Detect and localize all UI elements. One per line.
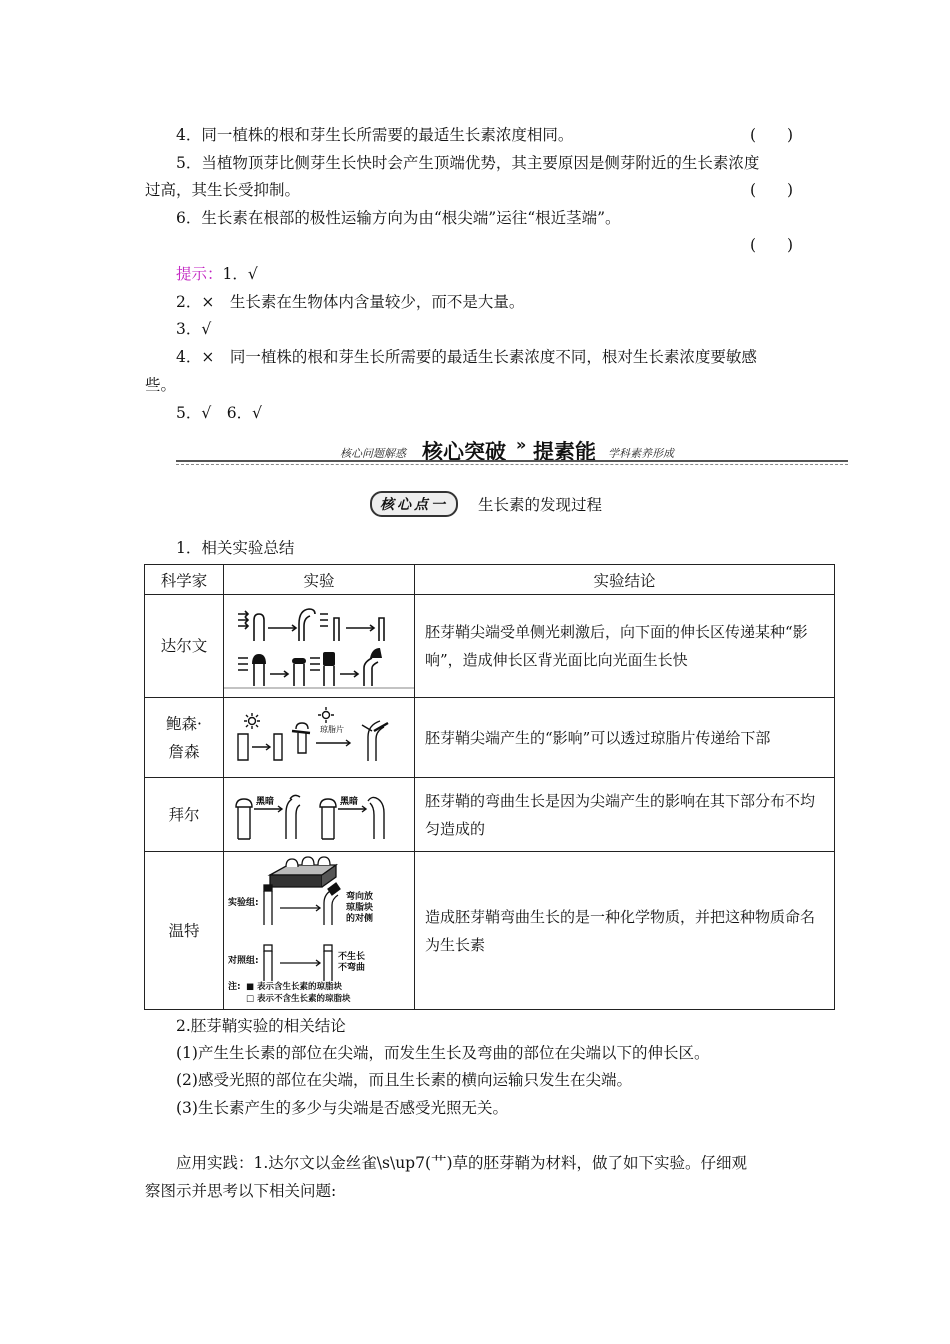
- scientist-paal: 拜尔: [145, 778, 224, 852]
- scientist-darwin: 达尔文: [145, 595, 224, 698]
- dark-label-1: 黑暗: [256, 796, 275, 807]
- paal-experiment-figure: [224, 779, 414, 851]
- figure-boysen-jensen: [224, 698, 415, 778]
- scientist-name-line1: 鲍森·: [166, 714, 202, 733]
- note-line-2: □ 表示不含生长素的琼脂块: [246, 993, 351, 1004]
- banner-title-2: 提素能: [533, 440, 596, 464]
- hint-5-6: 5．√ 6．√: [176, 404, 262, 422]
- item-5-line1: 5．当植物顶芽比侧芽生长快时会产生顶端优势，其主要原因是侧芽附近的生长素浓度: [176, 154, 760, 172]
- banner-rule: [176, 460, 848, 462]
- answer-paren-5: ( ): [750, 181, 794, 199]
- answer-paren-6: ( ): [750, 236, 794, 254]
- note-label: 注:: [228, 981, 241, 992]
- banner-rule-dashed: [176, 464, 848, 465]
- hint-1: 1．√: [222, 265, 258, 283]
- bend-text-3: 的对侧: [346, 913, 374, 924]
- item-6: 6．生长素在根部的极性运输方向为由“根尖端”运往“根近茎端”。: [176, 209, 621, 227]
- bend-text-1: 弯向放: [346, 891, 374, 902]
- banner-title-1: 核心突破: [422, 440, 506, 464]
- key-point-badge: 核心点一: [370, 491, 458, 517]
- table-row-paal: [145, 778, 835, 852]
- figure-paal: [224, 778, 415, 852]
- banner-right-text: 学科素养形成: [608, 447, 674, 460]
- answer-paren-4: ( ): [750, 126, 794, 144]
- darwin-experiment-figure: [224, 596, 414, 696]
- scientist-boysen-jensen: [145, 698, 224, 778]
- figure-went: [224, 852, 415, 1010]
- scientist-name-line2: 詹森: [168, 742, 200, 761]
- table-row-darwin: [145, 595, 835, 698]
- conclusion-darwin: 胚芽鞘尖端受单侧光刺激后，向下面的伸长区传递某种“影响”，造成伸长区背光面比向光面生长快: [415, 595, 835, 698]
- note-line-1: ■ 表示含生长素的琼脂块: [246, 981, 342, 992]
- practice-line-1: 应用实践：1.达尔文以金丝雀\s\up7(艹)草的胚芽鞘为材料，做了如下实验。仔细观: [176, 1154, 748, 1172]
- table-row-boysen-jensen: [145, 698, 835, 778]
- agar-sheet-label: 琼脂片: [320, 724, 344, 734]
- hint-line-1: [176, 262, 258, 284]
- banner-left-text: 核心问题解惑: [340, 447, 406, 460]
- item-4: 4．同一植株的根和芽生长所需要的最适生长素浓度相同。: [176, 126, 574, 144]
- scientist-went: 温特: [145, 852, 224, 1010]
- hint-4-line2: 些。: [145, 376, 177, 394]
- header-conclusion: 实验结论: [415, 565, 835, 595]
- no-grow-text-2: 不弯曲: [338, 962, 366, 973]
- key-point-title: 生长素的发现过程: [478, 496, 603, 514]
- figure-darwin: [224, 595, 415, 698]
- hint-2: 2．× 生长素在生物体内含量较少，而不是大量。: [176, 293, 525, 311]
- hint-4-line1: 4．× 同一植株的根和芽生长所需要的最适生长素浓度不同，根对生长素浓度要敏感: [176, 348, 757, 366]
- bend-text-2: 琼脂块: [346, 902, 374, 913]
- went-experiment-figure: [224, 853, 414, 1009]
- ctrl-group-label: 对照组:: [228, 955, 259, 966]
- experiment-table: [144, 564, 835, 1010]
- boysen-jensen-figure: [224, 699, 414, 777]
- header-scientist: 科学家: [145, 565, 224, 595]
- practice-line-2: 察图示并思考以下相关问题:: [145, 1182, 337, 1200]
- header-experiment: 实验: [224, 565, 415, 595]
- conclusion-item-3: (3)生长素产生的多少与尖端是否感受光照无关。: [176, 1099, 508, 1117]
- hint-3: 3．√: [176, 320, 212, 338]
- item-5-line2: 过高，其生长受抑制。: [145, 181, 301, 199]
- dark-label-2: 黑暗: [340, 796, 359, 807]
- table-row-went: [145, 852, 835, 1010]
- banner-arrow-icon: »: [516, 435, 527, 454]
- exp-group-label: 实验组:: [228, 897, 259, 908]
- conclusion-item-2: (2)感受光照的部位在尖端，而且生长素的横向运输只发生在尖端。: [176, 1071, 632, 1089]
- conclusion-boysen-jensen: 胚芽鞘尖端产生的“影响”可以透过琼脂片传递给下部: [415, 698, 835, 778]
- conclusion-paal: 胚芽鞘的弯曲生长是因为尖端产生的影响在其下部分布不均匀造成的: [415, 778, 835, 852]
- section2-title: 2.胚芽鞘实验的相关结论: [176, 1017, 346, 1035]
- hint-label: 提示：: [176, 265, 223, 283]
- conclusion-went: 造成胚芽鞘弯曲生长的是一种化学物质，并把这种物质命名为生长素: [415, 852, 835, 1010]
- section1-title: 1．相关实验总结: [176, 539, 295, 557]
- table-header-row: [145, 565, 835, 595]
- no-grow-text-1: 不生长: [338, 951, 366, 962]
- conclusion-item-1: (1)产生生长素的部位在尖端，而发生生长及弯曲的部位在尖端以下的伸长区。: [176, 1044, 710, 1062]
- key-point-heading: [370, 492, 602, 516]
- section-banner: [176, 432, 848, 466]
